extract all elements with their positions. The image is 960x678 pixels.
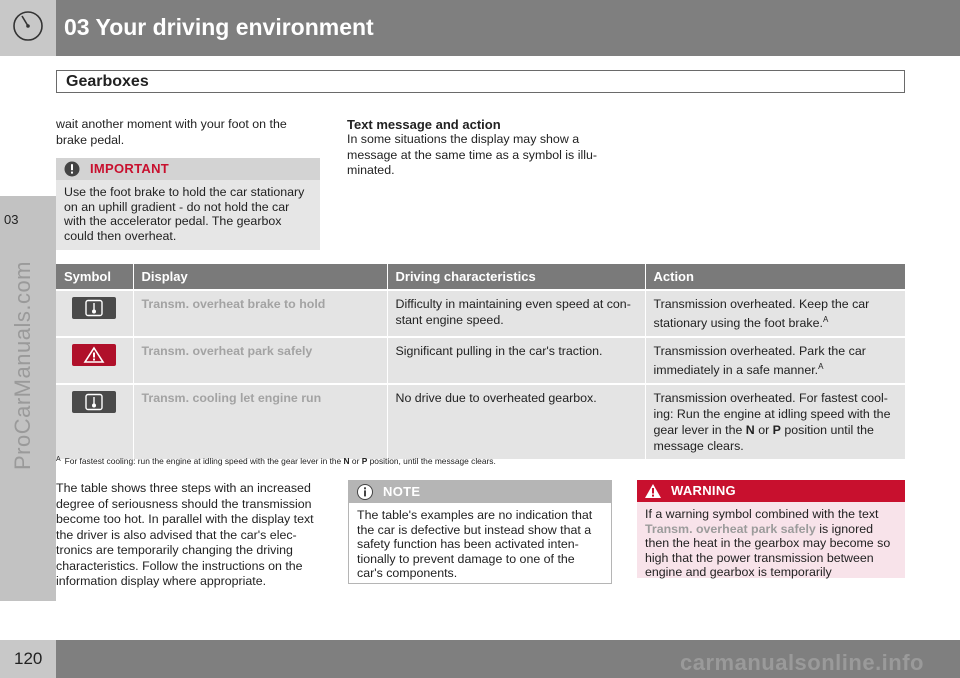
symbol-cell [56,290,133,337]
action-cell: Transmission overheated. Park the car immediately in a safe manner.$^A$ [645,337,905,384]
important-title: IMPORTANT [90,161,170,176]
warning-title: WARNING [671,483,736,498]
warning-triangle-icon [644,483,662,499]
display-cell: Transm. overheat brake to hold [133,290,387,337]
table-row [56,337,905,384]
warning-callout [637,480,905,578]
text-message-heading: Text message and action [347,117,501,132]
table-footnote: $^A$ For fastest cooling: run the engine at idling speed with the gear lever in the N or P position, until the message clears. [56,456,496,466]
warning-highlight: Transm. overheat park safely [645,521,816,536]
warning-triangle-icon [72,344,116,366]
bottom-paragraph: The table shows three steps with an increased degree of seriousness should the transmission become too hot. In parallel with the display text the driver is also advised that the car's elec-tronics are temporarily changing the driving characteristics. Follow the instructions on the information display where appropriate. [56,481,314,588]
text-message-paragraph: In some situations the display may show a message at the same time as a symbol is illu-minated. [347,132,597,177]
header-driving-characteristics: Driving characteristics [387,264,645,290]
symbol-cell [56,337,133,384]
header-symbol: Symbol [56,264,133,290]
characteristics-cell: Difficulty in maintaining even speed at con-stant engine speed. [387,290,645,337]
exclamation-icon [63,161,81,177]
warning-text: If a warning symbol combined with the text Transm. overheat park safely is ignored then the heat in the gearbox may become so high that the power transmission between engine and gearbox is temporarily [645,507,891,579]
warning-header [637,480,905,502]
table-row [56,384,905,459]
intro-paragraph: wait another moment with your foot on the brake pedal. [56,117,287,147]
important-header [56,158,320,180]
footer-watermark: carmanualsonline.info [680,650,924,675]
note-title: NOTE [383,484,421,499]
characteristics-cell: No drive due to overheated gearbox. [387,384,645,459]
table-row [56,290,905,337]
table-header-row [56,264,905,290]
display-cell: Transm. cooling let engine run [133,384,387,459]
message-table [56,264,906,459]
symbol-cell [56,384,133,459]
note-callout [348,480,612,584]
gearbox-temperature-icon [72,391,116,413]
chapter-title: 03 Your driving environment [64,14,374,40]
gauge-icon [12,10,44,42]
header-display: Display [133,264,387,290]
action-cell: Transmission overheated. For fastest cool-ing: Run the engine at idling speed with the gear lever in the N or P position until the message clears. [645,384,905,459]
important-callout [56,158,320,250]
header-corner [0,0,56,56]
page-number: 120 [14,649,43,668]
note-header [349,481,611,503]
side-chapter-number: 03 [4,212,19,227]
characteristics-cell: Significant pulling in the car's traction. [387,337,645,384]
gearbox-temperature-icon [72,297,116,319]
side-watermark: ProCarManuals.com [10,260,35,470]
section-title: Gearboxes [56,70,905,93]
important-text: Use the foot brake to hold the car stationary on an uphill gradient - do not hold the car with the accelerator pedal. The gearbox could then overheat. [64,185,305,243]
header-action: Action [645,264,905,290]
note-text: The table's examples are no indication that the car is defective but instead show that a safety function has been activated inten-tionally to prevent damage to one of the car's components. [357,508,593,580]
info-icon [356,484,374,500]
display-cell: Transm. overheat park safely [133,337,387,384]
action-cell: Transmission overheated. Keep the car stationary using the foot brake.$^A$ [645,290,905,337]
